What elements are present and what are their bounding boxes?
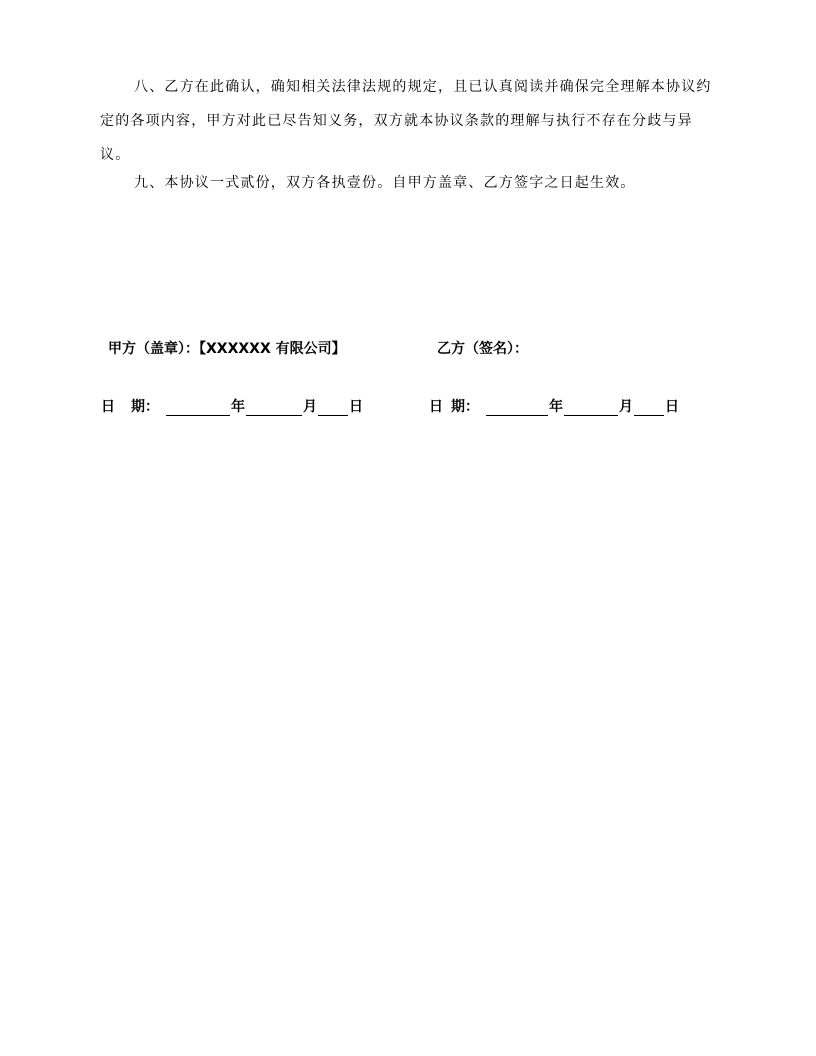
date-label: 日 期：: [429, 399, 479, 415]
party-b-label: 乙方（签名）：: [437, 341, 528, 357]
month-unit: 月: [619, 399, 633, 415]
year-unit: 年: [231, 399, 245, 415]
party-a-date-line: [101, 396, 363, 416]
year-blank[interactable]: [166, 399, 230, 416]
party-b-date-line: [429, 396, 679, 416]
party-b-signature: [437, 338, 528, 358]
year-unit: 年: [549, 399, 563, 415]
clause-8-paragraph: 八、乙方在此确认，确知相关法律法规的规定，且已认真阅读并确保完全理解本协议约定的各项内容，甲方对此已尽告知义务，双方就本协议条款的理解与执行不存在分歧与异议。: [100, 79, 712, 163]
day-blank[interactable]: [634, 399, 664, 416]
day-unit: 日: [665, 399, 679, 415]
date-label: 日 期：: [101, 399, 159, 415]
clause-9-paragraph: 九、本协议一式贰份，双方各执壹份。自甲方盖章、乙方签字之日起生效。: [134, 175, 636, 191]
day-blank[interactable]: [318, 399, 348, 416]
year-blank[interactable]: [486, 399, 548, 416]
month-blank[interactable]: [246, 399, 302, 416]
day-unit: 日: [349, 399, 363, 415]
party-a-signature: [108, 338, 346, 358]
party-a-label: 甲方（盖章）：: [108, 341, 199, 357]
month-unit: 月: [303, 399, 317, 415]
month-blank[interactable]: [564, 399, 618, 416]
party-a-name: 【XXXXXX 有限公司】: [199, 341, 346, 357]
